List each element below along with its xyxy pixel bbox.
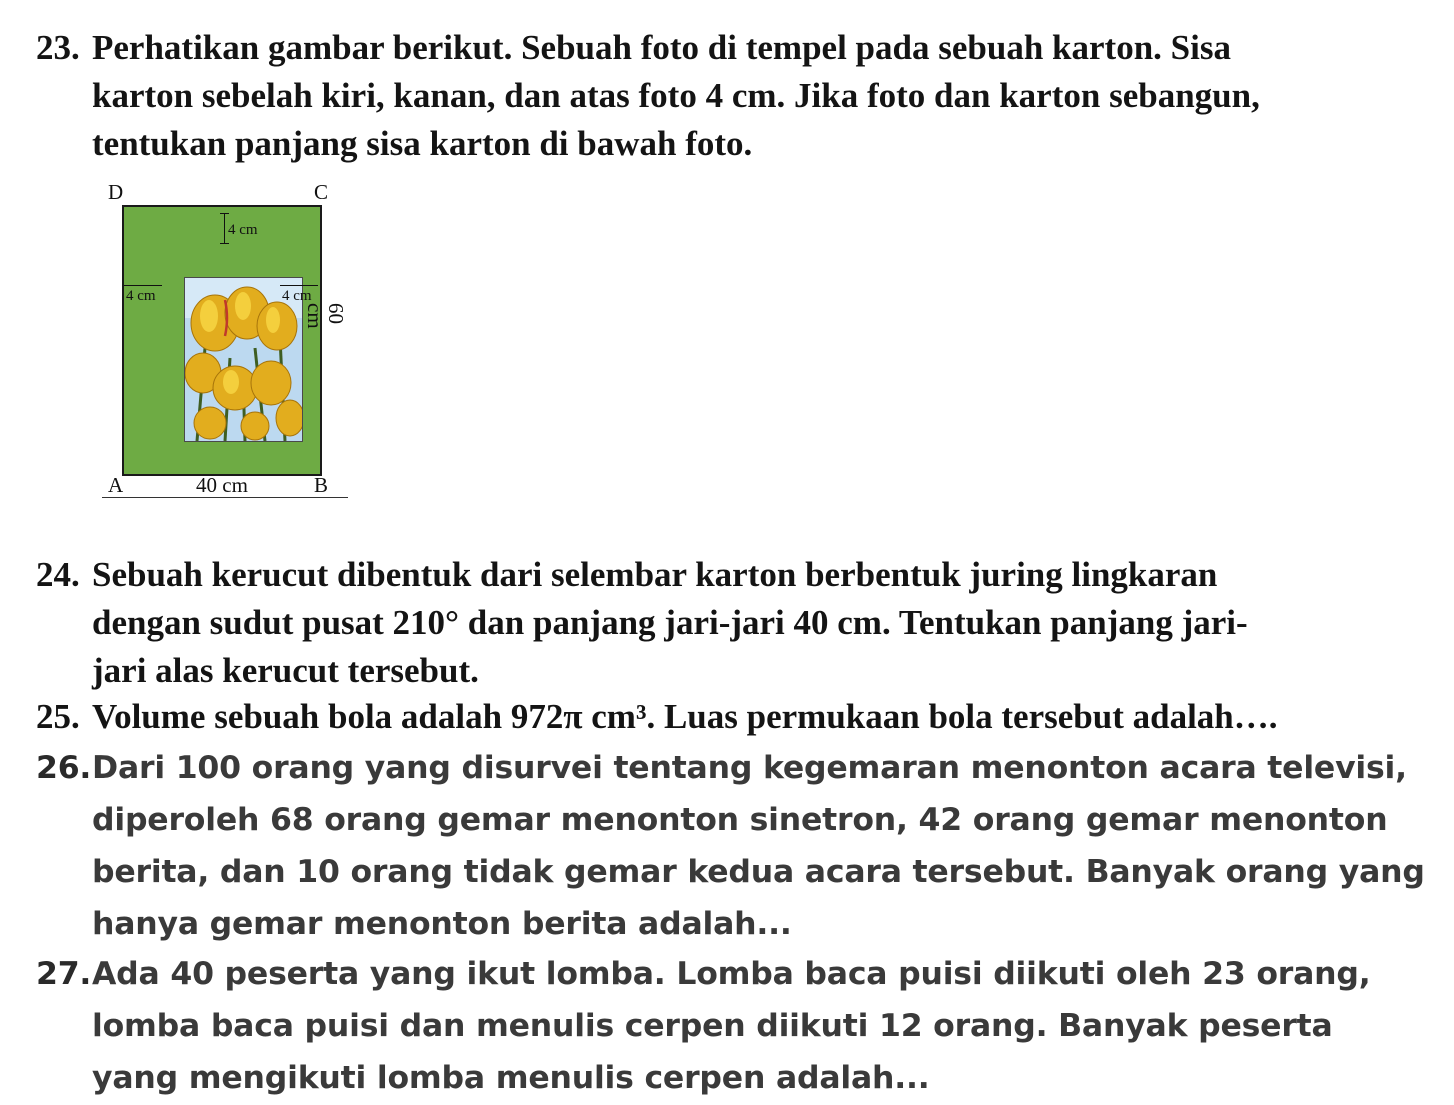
corner-label-a: A [108, 473, 124, 497]
question-24 [36, 551, 1426, 695]
question-number: 24. [36, 555, 80, 594]
arrow-cap [220, 213, 229, 214]
question-number: 23. [36, 28, 80, 67]
question-number: 26. [36, 750, 92, 786]
board-height-label: 60 cm [303, 303, 348, 329]
cardboard [122, 205, 322, 476]
left-margin-label: 4 cm [126, 288, 156, 304]
question-27 [36, 948, 1426, 1104]
question-text-line: Dari 100 orang yang disurvei tentang kegemaran menonton acara televisi, [92, 750, 1407, 786]
question-text-line: karton sebelah kiri, kanan, dan atas foto 4 cm. Jika foto dan karton sebangun, [92, 76, 1260, 115]
question-text-line: Ada 40 peserta yang ikut lomba. Lomba baca puisi diikuti oleh 23 orang, [92, 956, 1371, 992]
question-text-line: dengan sudut pusat 210° dan panjang jari-jari 40 cm. Tentukan panjang jari- [92, 603, 1248, 642]
right-margin-label: 4 cm [282, 288, 312, 304]
right-margin-arrow [280, 285, 318, 286]
board-width-label: 40 cm [196, 473, 248, 497]
arrow-cap [220, 243, 229, 244]
question-number: 25. [36, 697, 80, 736]
question-text-line: lomba baca puisi dan menulis cerpen diikuti 12 orang. Banyak peserta [92, 1008, 1333, 1044]
question-text-line: tentukan panjang sisa karton di bawah foto. [92, 124, 753, 163]
top-margin-arrow [224, 213, 225, 243]
top-margin-label: 4 cm [228, 222, 258, 238]
question-text-line: jari alas kerucut tersebut. [92, 651, 479, 690]
question-text-line: Volume sebuah bola adalah 972π cm³. Luas permukaan bola tersebut adalah…. [92, 697, 1278, 736]
left-margin-arrow [124, 285, 162, 286]
question-number: 27. [36, 956, 92, 992]
question-text-line: yang mengikuti lomba menulis cerpen adalah... [92, 1060, 930, 1096]
corner-label-b: B [314, 473, 329, 497]
question-text-line: Sebuah kerucut dibentuk dari selembar karton berbentuk juring lingkaran [92, 555, 1218, 594]
question-text-line: diperoleh 68 orang gemar menonton sinetron, 42 orang gemar menonton [92, 802, 1388, 838]
question-23 [36, 24, 1426, 168]
corner-label-c: C [314, 180, 329, 204]
question-25 [36, 693, 1426, 741]
question-26 [36, 742, 1426, 950]
question-text-line: berita, dan 10 orang tidak gemar kedua acara tersebut. Banyak orang yang [92, 854, 1425, 890]
figure-baseline [102, 497, 348, 498]
question-text-line: hanya gemar menonton berita adalah... [92, 906, 792, 942]
corner-label-d: D [108, 180, 124, 204]
question-text-line: Perhatikan gambar berikut. Sebuah foto di tempel pada sebuah karton. Sisa [92, 28, 1231, 67]
photo-on-board-figure [100, 175, 360, 505]
